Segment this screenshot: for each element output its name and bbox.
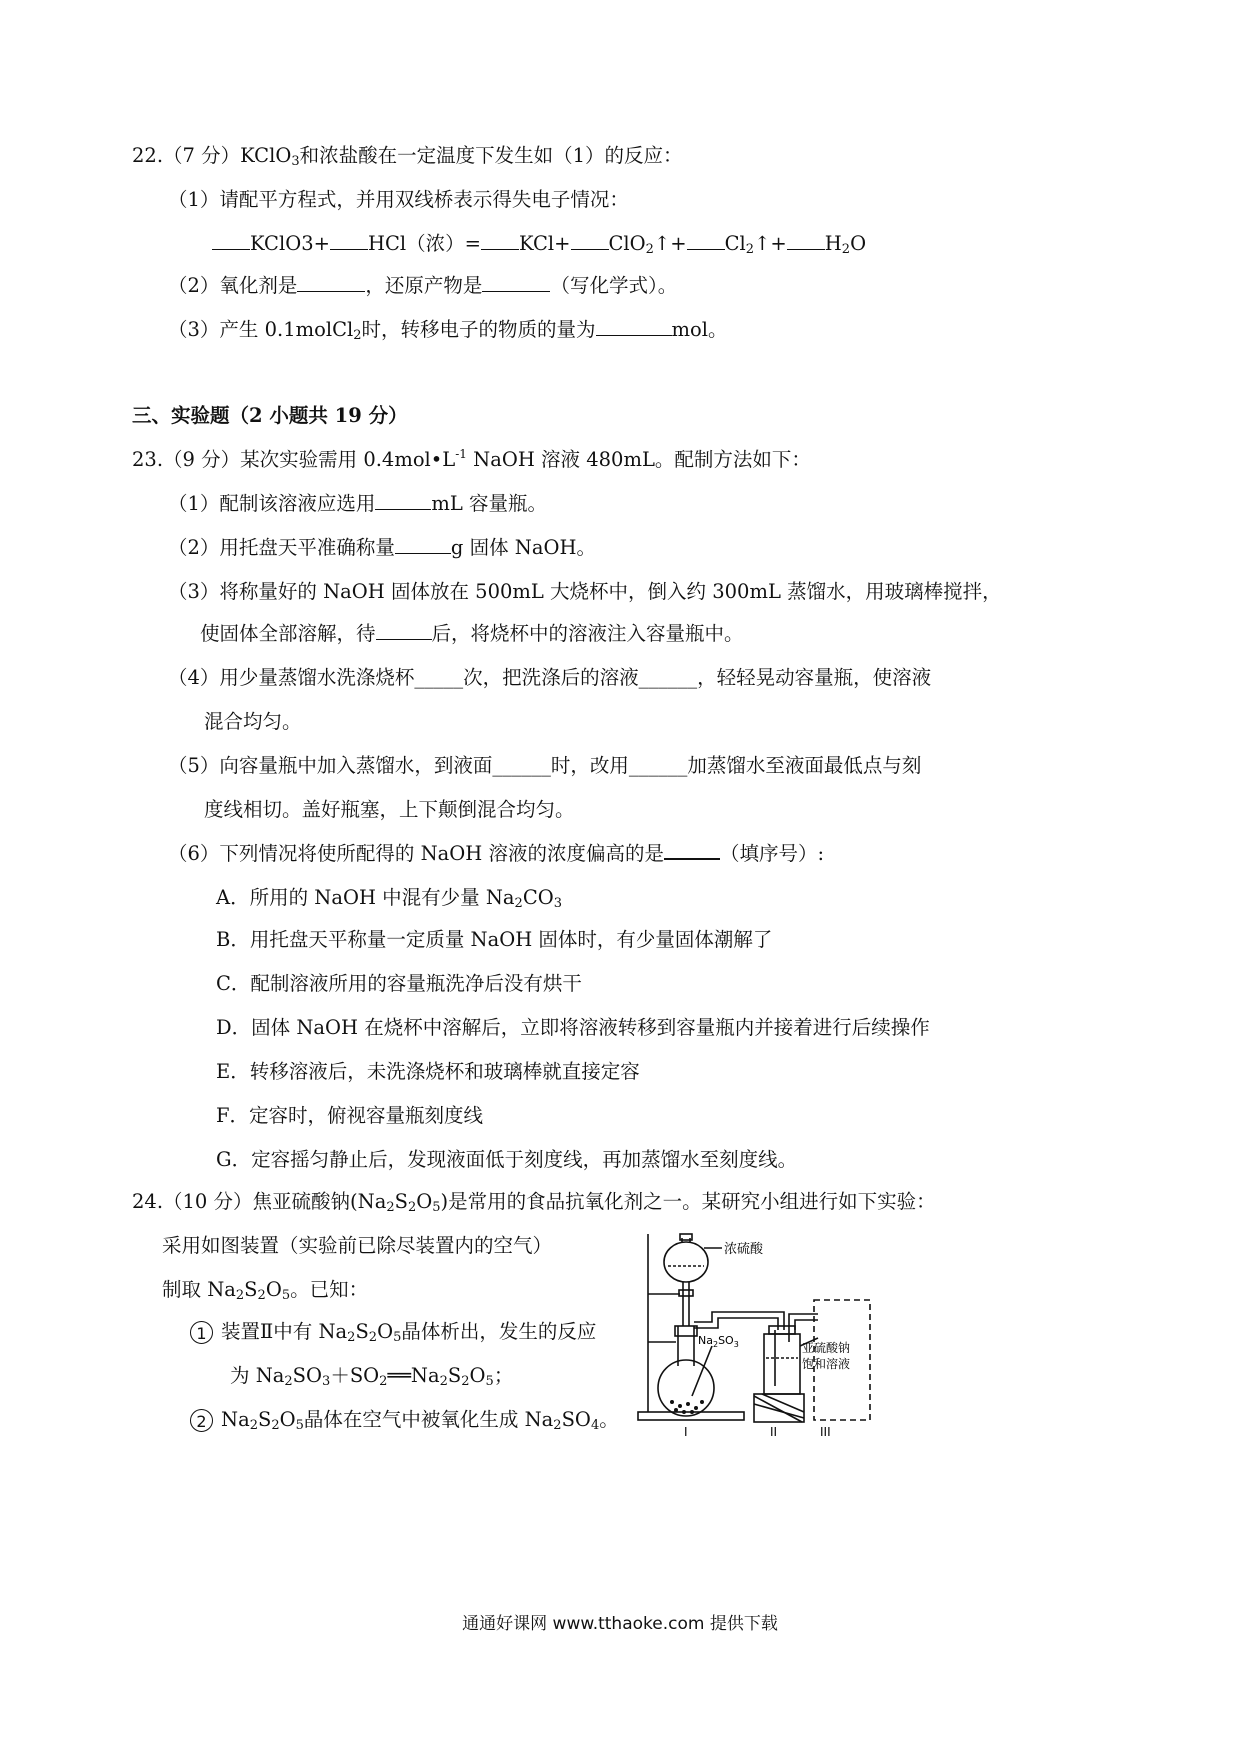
q23-part5-line1: （5）向容量瓶中加入蒸馏水，到液面______时，改用______加蒸馏水至液面最低点与刻	[168, 754, 922, 777]
q22-part1: （1）请配平方程式，并用双线桥表示得失电子情况：	[168, 188, 629, 211]
blank[interactable]	[481, 231, 519, 250]
blank[interactable]	[596, 317, 672, 336]
q22-header: 22.（7 分）KClO$_3$和浓盐酸在一定温度下发生如（1）的反应：	[132, 144, 683, 169]
label-sat-2: 饱和溶液	[802, 1357, 851, 1371]
q23-option-d: D．固体 NaOH 在烧杯中溶解后，立即将溶液转移到容量瓶内并接着进行后续操作	[216, 1016, 930, 1039]
q22-equation: KClO3+ HCl（浓）= KCl+ ClO$_2$↑+ $Cl_2↑+ H_2O$	[212, 230, 866, 258]
label-unit-I: I	[684, 1425, 688, 1439]
wash-bottle	[764, 1334, 800, 1394]
q23-option-g: G．定容摇匀静止后，发现液面低于刻度线，再加蒸馏水至刻度线。	[216, 1148, 798, 1171]
q24-line2: 制取 $Na_2S_2O_5$。已知：	[162, 1278, 369, 1303]
blank[interactable]	[375, 491, 431, 510]
blank[interactable]	[297, 273, 365, 292]
q22-part3: （3）产生 0.1molCl$_2$时，转移电子的物质的量为 mol。	[168, 318, 728, 343]
label-na2so3: $Na_2SO_3$	[698, 1334, 739, 1349]
q23-part3-line1: （3）将称量好的 NaOH 固体放在 500mL 大烧杯中，倒入约 300mL 蒸馏水，用玻璃棒搅拌，	[168, 580, 1002, 603]
q23-part4-line2: 混合均匀。	[204, 710, 302, 733]
q23-part2: （2）用托盘天平准确称量 g 固体 NaOH。	[168, 536, 596, 559]
page-footer: 通通好课网 www.tthaoke.com 提供下载	[462, 1614, 778, 1634]
blank[interactable]	[330, 231, 368, 250]
q23-option-f: F．定容时，俯视容量瓶刻度线	[216, 1104, 484, 1127]
blank[interactable]	[376, 621, 432, 640]
q23-option-e: E．转移溶液后，未洗涤烧杯和玻璃棒就直接定容	[216, 1060, 640, 1083]
q23-part6: （6）下列情况将使所配得的 NaOH 溶液的浓度偏高的是 （填序号）:	[168, 842, 825, 865]
blank[interactable]	[687, 231, 725, 250]
apparatus-figure	[632, 1226, 888, 1442]
blank[interactable]	[571, 231, 609, 250]
q23-option-b: B．用托盘天平称量一定质量 NaOH 固体时，有少量固体潮解了	[216, 928, 773, 951]
q23-option-a: A．所用的 NaOH 中混有少量 $Na_2CO_3$	[216, 886, 563, 911]
q24-known-1: 1 装置Ⅱ中有 $Na_2S_2O_5$晶体析出，发生的反应	[190, 1318, 596, 1346]
label-acid: 浓硫酸	[724, 1242, 764, 1257]
q24-known-1-equation: 为 $Na_2SO_3+SO_2══Na_2S_2O_5$；	[230, 1364, 514, 1389]
circled-number: 1	[190, 1321, 213, 1344]
q23-header: 23.（9 分）某次实验需用 $0.4mol•L^{-1}$ NaOH 溶液 480mL。配制方法如下：	[132, 447, 811, 471]
q23-part5-line2: 度线相切。盖好瓶塞，上下颠倒混合均匀。	[204, 798, 575, 821]
section-heading: 三、实验题（2 小题共 19 分）	[132, 404, 408, 427]
separatory-funnel	[664, 1242, 708, 1282]
q24-header: 24.（10 分）焦亚硫酸钠$(Na_2S_2O_5)$是常用的食品抗氧化剂之一。某研究小组进行如下实验：	[132, 1190, 936, 1215]
round-bottom-flask	[658, 1360, 714, 1416]
label-unit-III: III	[820, 1425, 831, 1439]
blank[interactable]	[482, 273, 550, 292]
q24-line1: 采用如图装置（实验前已除尽装置内的空气）	[162, 1234, 553, 1257]
q22-part2: （2）氧化剂是 ，还原产物是 （写化学式）。	[168, 274, 678, 297]
q23-part4-line1: （4）用少量蒸馏水洗涤烧杯_____次，把洗涤后的溶液______，轻轻晃动容量瓶，使溶液	[168, 666, 932, 689]
label-unit-II: II	[770, 1425, 778, 1439]
blank[interactable]	[395, 535, 451, 554]
q23-option-c: C．配制溶液所用的容量瓶洗净后没有烘干	[216, 972, 582, 995]
label-sat-1: 亚硫酸钠	[802, 1341, 851, 1355]
q23-part3-line2: 使固体全部溶解，待 后，将烧杯中的溶液注入容量瓶中。	[200, 622, 744, 645]
blank[interactable]	[212, 231, 250, 250]
q23-part1: （1）配制该溶液应选用 mL 容量瓶。	[168, 492, 548, 515]
blank[interactable]	[787, 231, 825, 250]
stopcock	[679, 1290, 693, 1296]
q24-known-2: 2 $Na_2S_2O_5$晶体在空气中被氧化生成 $Na_2SO_4$。	[190, 1406, 619, 1434]
blank[interactable]	[664, 840, 720, 860]
circled-number: 2	[190, 1409, 213, 1432]
